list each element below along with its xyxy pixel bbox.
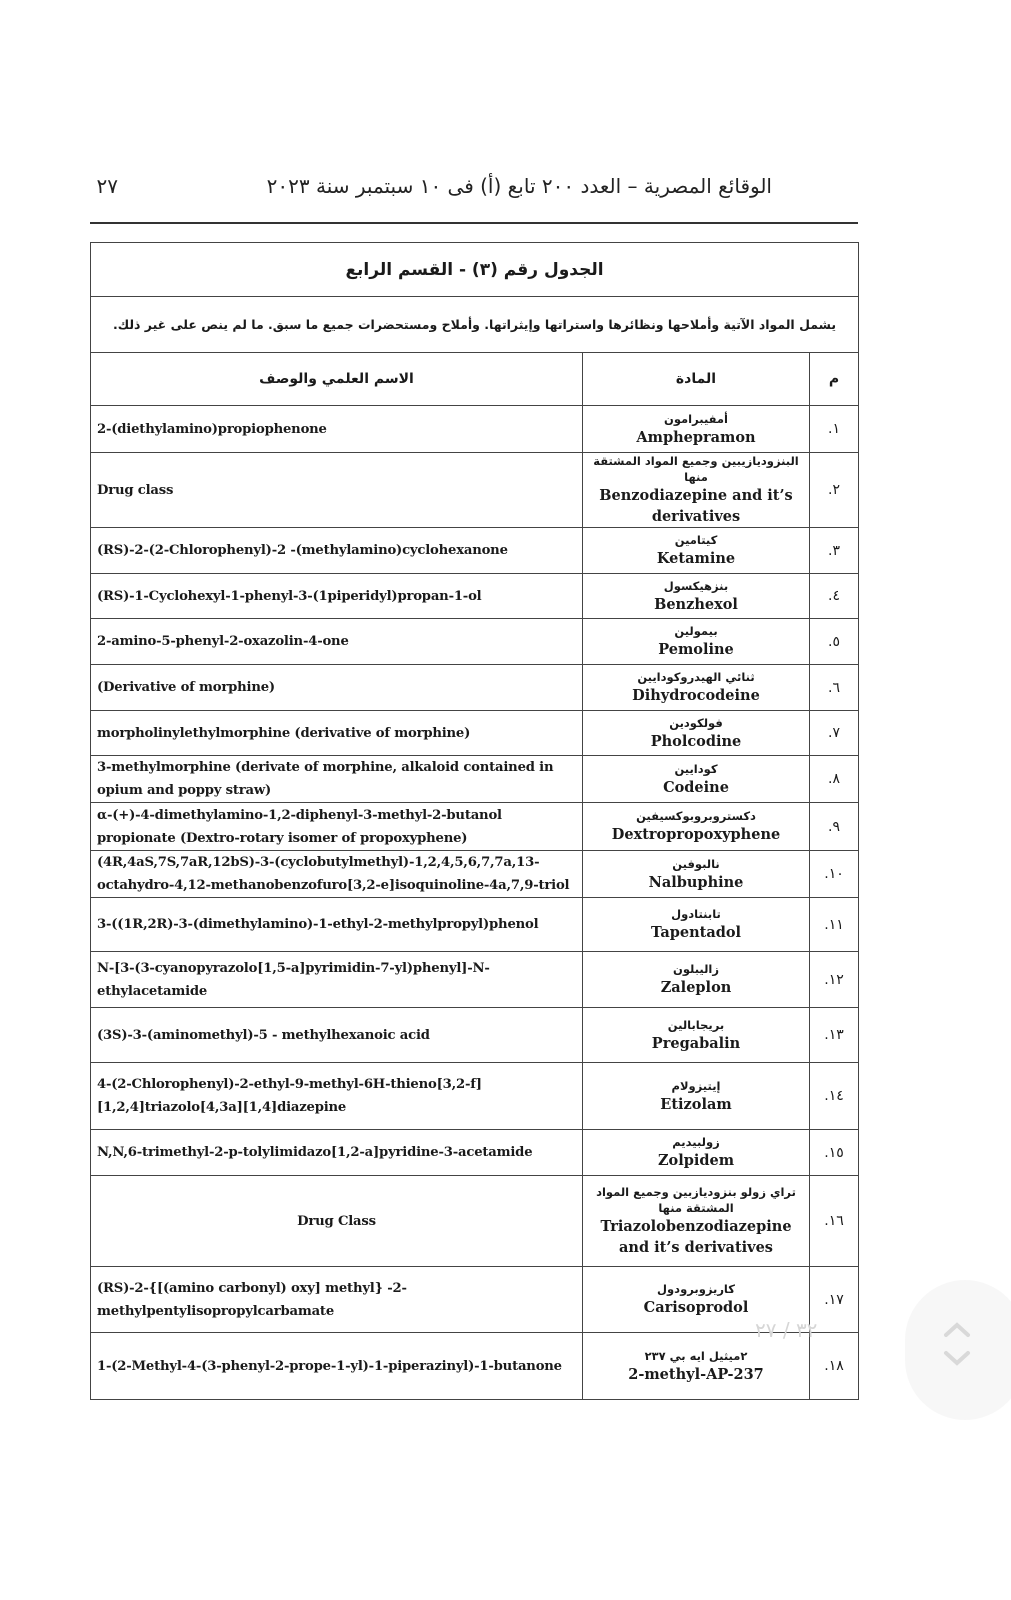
scientific-name-cell: N,N,6-trimethyl-2-p-tolylimidazo[1,2-a]pyridine-3-acetamide — [91, 1130, 583, 1176]
row-number-cell: ١٣. — [810, 1008, 859, 1063]
header-divider — [90, 222, 858, 224]
row-number-cell: ٤. — [810, 574, 859, 619]
scientific-name-cell: 2-amino-5-phenyl-2-oxazolin-4-one — [91, 619, 583, 665]
row-number-cell: ٦. — [810, 665, 859, 711]
table-row — [91, 1333, 859, 1400]
substance-cell — [583, 453, 810, 528]
table-title: الجدول رقم (٣) - القسم الرابع — [91, 243, 859, 297]
scientific-name-cell: (RS)-2-(2-Chlorophenyl)-2 -(methylamino)cyclohexanone — [91, 528, 583, 574]
column-header-row — [91, 353, 859, 406]
substance-arabic-name: البنزوديازيبين وجميع المواد المشتقة منها — [593, 454, 799, 484]
page-indicator: ٣٢ / ٢٧ — [755, 1318, 818, 1342]
substance-english-name: Pregabalin — [651, 1034, 741, 1052]
substance-english-name: 2-methyl-AP-237 — [628, 1365, 764, 1383]
row-number-cell: ٩. — [810, 803, 859, 851]
scientific-name-cell: 3-((1R,2R)-3-(dimethylamino)-1-ethyl-2-methylpropyl)phenol — [91, 898, 583, 952]
substance-cell — [583, 952, 810, 1008]
row-number-cell: ٨. — [810, 756, 859, 803]
substance-arabic-name: كاريزوبرودول — [657, 1282, 735, 1296]
substance-english-name: Benzhexol — [654, 595, 738, 613]
substance-english-name: Pemoline — [658, 641, 734, 658]
chevron-up-icon — [942, 1320, 972, 1338]
row-number-cell: ١. — [810, 406, 859, 453]
scientific-name-cell: (4R,4aS,7S,7aR,12bS)-3-(cyclobutylmethyl)-1,2,4,5,6,7,7a,13-octahydro-4,12-methanobenzofuro[3,2-e]isoquinoline-4a,7,9-triol — [91, 851, 583, 898]
substance-cell — [583, 528, 810, 574]
substance-arabic-name: دكستروبروبوكسيفين — [636, 809, 756, 823]
substance-english-name: Etizolam — [660, 1095, 732, 1113]
substance-english-name: Pholcodine — [650, 732, 742, 750]
substance-arabic-name: ثنائي الهيدروكودايين — [637, 670, 755, 684]
table-body — [91, 406, 859, 1400]
substance-arabic-name: بنزهيكسول — [663, 578, 729, 593]
substance-cell — [583, 803, 810, 851]
substance-cell — [583, 1176, 810, 1267]
table-row — [91, 898, 859, 952]
table-description-row — [91, 297, 859, 353]
table-row — [91, 528, 859, 574]
table-title-row — [91, 243, 859, 297]
scientific-name-cell: (Derivative of morphine) — [91, 665, 583, 711]
table-row — [91, 1008, 859, 1063]
scientific-name-cell: 3-methylmorphine (derivate of morphine, alkaloid contained in opium and poppy straw) — [91, 756, 583, 803]
substance-arabic-name: زولبيديم — [672, 1135, 720, 1149]
substance-arabic-name: بيمولين — [674, 624, 718, 638]
substance-cell — [583, 756, 810, 803]
substance-english-name: Dextropropoxyphene — [611, 826, 781, 843]
substance-cell — [583, 1130, 810, 1176]
column-header-substance: المادة — [583, 353, 810, 406]
scientific-name-cell: 2-(diethylamino)propiophenone — [91, 406, 583, 453]
scientific-name-cell: Drug Class — [91, 1176, 583, 1267]
row-number-cell: ٣. — [810, 528, 859, 574]
next-page-button[interactable] — [940, 1348, 974, 1370]
table-row — [91, 665, 859, 711]
substance-english-name: Triazolobenzodiazepine and it’s derivatives — [600, 1218, 792, 1256]
substance-cell — [583, 665, 810, 711]
substance-arabic-name: كيتامين — [674, 533, 718, 547]
substance-english-name: Benzodiazepine and it’s derivatives — [599, 487, 793, 525]
table-row — [91, 619, 859, 665]
substance-cell — [583, 574, 810, 619]
scientific-name-cell: (3S)-3-(aminomethyl)-5 - methylhexanoic acid — [91, 1008, 583, 1063]
substance-english-name: Amphepramon — [636, 428, 756, 446]
table-description: يشمل المواد الآتية وأملاحها ونظائرها واستراتها وإيثراتها. وأملاح ومستحضرات جميع ما سبق. ما لم ينص على غير ذلك. — [91, 297, 859, 353]
row-number-cell: ١١. — [810, 898, 859, 952]
substance-arabic-name: زاليبلون — [673, 962, 719, 976]
table-row — [91, 756, 859, 803]
chevron-down-icon — [942, 1350, 972, 1368]
row-number-cell: ٢. — [810, 453, 859, 528]
row-number-cell: ١٥. — [810, 1130, 859, 1176]
row-number-cell: ١٠. — [810, 851, 859, 898]
substance-arabic-name: تابنتادول — [671, 907, 721, 921]
substance-cell — [583, 898, 810, 952]
row-number-cell: ٧. — [810, 711, 859, 756]
substance-english-name: Ketamine — [656, 550, 736, 567]
previous-page-button[interactable] — [940, 1318, 974, 1340]
table-row — [91, 952, 859, 1008]
substance-arabic-name: ٢ميثيل ايه بي ٢٣٧ — [644, 1348, 748, 1363]
substance-english-name: Nalbuphine — [648, 873, 744, 891]
row-number-cell: ١٢. — [810, 952, 859, 1008]
substance-cell — [583, 851, 810, 898]
substance-arabic-name: بريجابالين — [667, 1017, 725, 1032]
substance-arabic-name: فولكودين — [669, 715, 723, 730]
page-number: ٢٧ — [96, 174, 118, 198]
substance-cell — [583, 1008, 810, 1063]
substance-arabic-name: كودايين — [674, 761, 718, 776]
substance-arabic-name: نالبوفين — [672, 856, 720, 871]
table-row — [91, 1176, 859, 1267]
table-row — [91, 851, 859, 898]
table-row — [91, 803, 859, 851]
table-row — [91, 1267, 859, 1333]
row-number-cell: ١٨. — [810, 1333, 859, 1400]
substance-arabic-name: تراي زولو بنزوديازبين وجميع المواد المشتقة منها — [596, 1185, 796, 1215]
substance-english-name: Tapentadol — [650, 924, 742, 941]
table-row — [91, 574, 859, 619]
scientific-name-cell: (RS)-1-Cyclohexyl-1-phenyl-3-(1piperidyl)propan-1-ol — [91, 574, 583, 619]
scientific-name-cell: 1-(2-Methyl-4-(3-phenyl-2-prope-1-yl)-1-piperazinyl)-1-butanone — [91, 1333, 583, 1400]
table-row — [91, 711, 859, 756]
substance-english-name: Carisoprodol — [643, 1299, 749, 1316]
column-header-number: م — [810, 353, 859, 406]
scientific-name-cell: 4-(2-Chlorophenyl)-2-ethyl-9-methyl-6H-thieno[3,2-f][1,2,4]triazolo[4,3a][1,4]diazepine — [91, 1063, 583, 1130]
page-header — [90, 168, 858, 208]
schedule-table — [90, 242, 859, 1400]
table-row — [91, 453, 859, 528]
substance-english-name: Dihydrocodeine — [632, 687, 760, 704]
substance-cell — [583, 619, 810, 665]
substance-arabic-name: إيتيزولام — [671, 1078, 721, 1093]
row-number-cell: ١٤. — [810, 1063, 859, 1130]
row-number-cell: ١٧. — [810, 1267, 859, 1333]
row-number-cell: ٥. — [810, 619, 859, 665]
substance-cell — [583, 711, 810, 756]
scientific-name-cell: α-(+)-4-dimethylamino-1,2-diphenyl-3-methyl-2-butanol propionate (Dextro-rotary isomer of propoxyphene) — [91, 803, 583, 851]
scientific-name-cell: (RS)-2-{[(amino carbonyl) oxy] methyl} -2-methylpentylisopropylcarbamate — [91, 1267, 583, 1333]
table-row — [91, 1130, 859, 1176]
row-number-cell: ١٦. — [810, 1176, 859, 1267]
gazette-title: الوقائع المصرية – العدد ٢٠٠ تابع (أ) فى ١٠ سبتمبر سنة ٢٠٢٣ — [266, 174, 772, 198]
table-row — [91, 1063, 859, 1130]
column-header-scientific-name: الاسم العلمي والوصف — [91, 353, 583, 406]
substance-english-name: Zaleplon — [660, 979, 732, 996]
substance-english-name: Codeine — [663, 778, 729, 796]
scientific-name-cell: Drug class — [91, 453, 583, 528]
scientific-name-cell: N-[3-(3-cyanopyrazolo[1,5-a]pyrimidin-7-yl)phenyl]-N-ethylacetamide — [91, 952, 583, 1008]
substance-cell — [583, 406, 810, 453]
table-row — [91, 406, 859, 453]
substance-arabic-name: أمفيبرامون — [664, 411, 728, 426]
substance-cell — [583, 1063, 810, 1130]
scientific-name-cell: morpholinylethylmorphine (derivative of morphine) — [91, 711, 583, 756]
substance-english-name: Zolpidem — [657, 1152, 735, 1169]
